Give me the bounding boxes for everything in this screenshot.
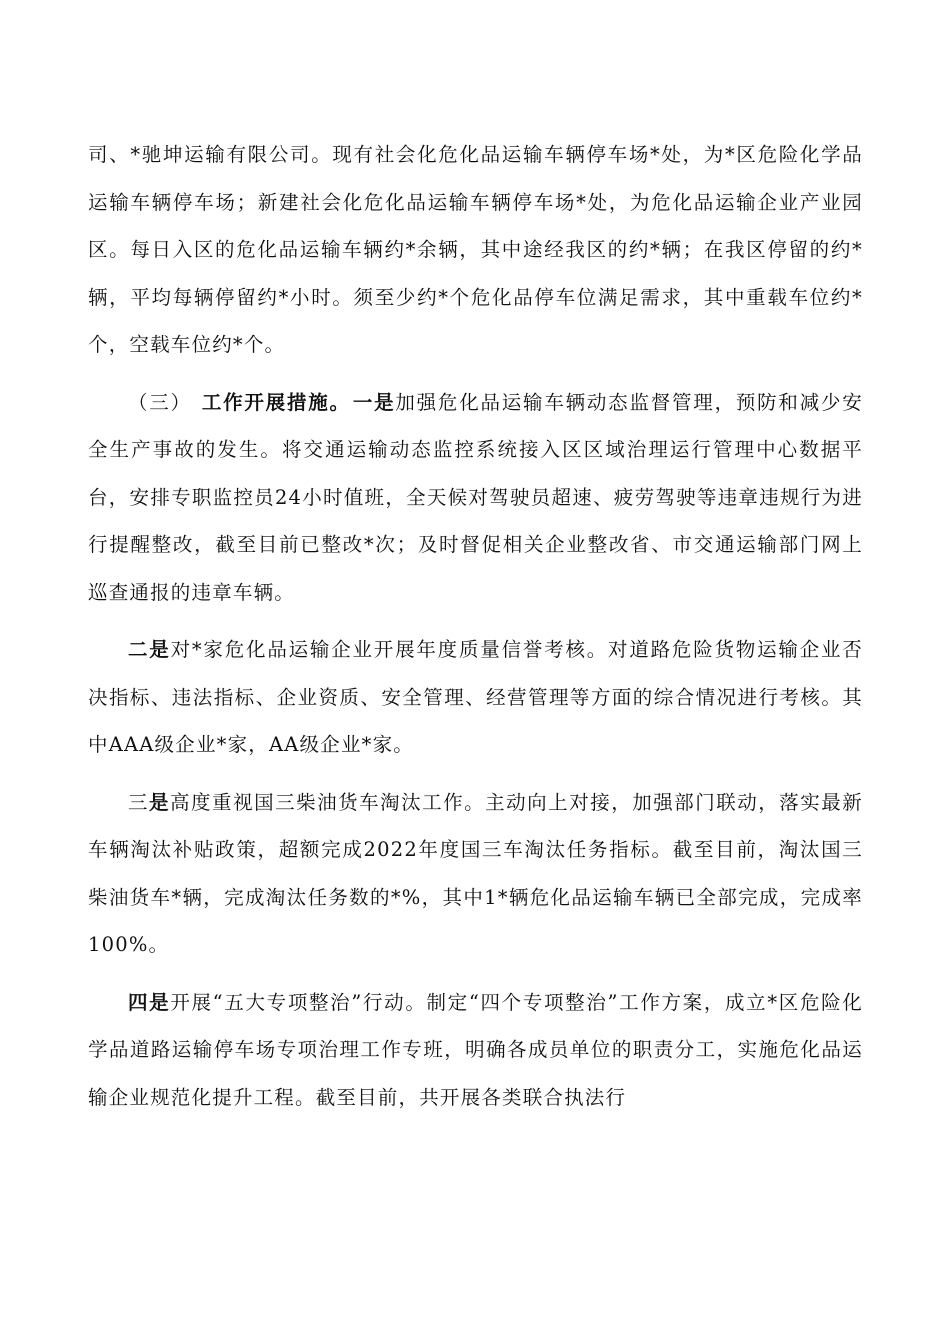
paragraph-5-text: 开展“五大专项整治”行动。制定“四个专项整治”工作方案，成立*区危险化学品道路运输停车场专项治理工作专班，明确各成员单位的职责分工，实施危化品运输企业规范化提升工程。截至目前，共开展各类联合执法行 (88, 990, 863, 1109)
paragraph-2-lead: 一是 (352, 390, 396, 414)
paragraph-4-text: 高度重视国三柴油货车淘汰工作。主动向上对接，加强部门联动，落实最新车辆淘汰补贴政策，超额完成2022年度国三车淘汰任务指标。截至目前，淘汰国三柴油货车*辆，完成淘汰任务数的*%，其中1*辆危化品运输车辆已全部完成，完成率100%。 (88, 790, 863, 956)
paragraph-1-text: 司、*驰坤运输有限公司。现有社会化危化品运输车辆停车场*处，为*区危险化学品运输车辆停车场；新建社会化危化品运输车辆停车场*处，为危化品运输企业产业园区。每日入区的危化品运输车辆约*余辆，其中途经我区的约*辆；在我区停留的约*辆，平均每辆停留约*小时。须至少约*个危化品停车位满足需求，其中重载车位约*个，空载车位约*个。 (88, 143, 863, 356)
paragraph-4 (88, 779, 863, 969)
paragraph-3-lead: 二是 (128, 638, 171, 661)
section-number: （三） (128, 390, 192, 414)
document-page (88, 131, 863, 1121)
paragraph-2 (88, 379, 863, 617)
paragraph-2-text: 加强危化品运输车辆动态监督管理，预防和减少安全生产事故的发生。将交通运输动态监控系统接入区区域治理运行管理中心数据平台，安排专职监控员24小时值班，全天候对驾驶员超速、疲劳驾驶等违章违规行为进行提醒整改，截至目前已整改*次；及时督促相关企业整改省、市交通运输部门网上巡查通报的违章车辆。 (88, 390, 863, 604)
paragraph-4-lead-plain: 三 (128, 790, 150, 814)
paragraph-3 (88, 626, 863, 769)
paragraph-5-lead: 四是 (128, 990, 171, 1014)
section-title: 工作开展措施。 (201, 390, 351, 414)
paragraph-1 (88, 131, 863, 369)
paragraph-4-lead: 是 (149, 790, 171, 814)
paragraph-3-text: 对*家危化品运输企业开展年度质量信誉考核。对道路危险货物运输企业否决指标、违法指标、企业资质、安全管理、经营管理等方面的综合情况进行考核。其中AAA级企业*家，AA级企业*家。 (88, 638, 863, 756)
paragraph-5 (88, 979, 863, 1122)
